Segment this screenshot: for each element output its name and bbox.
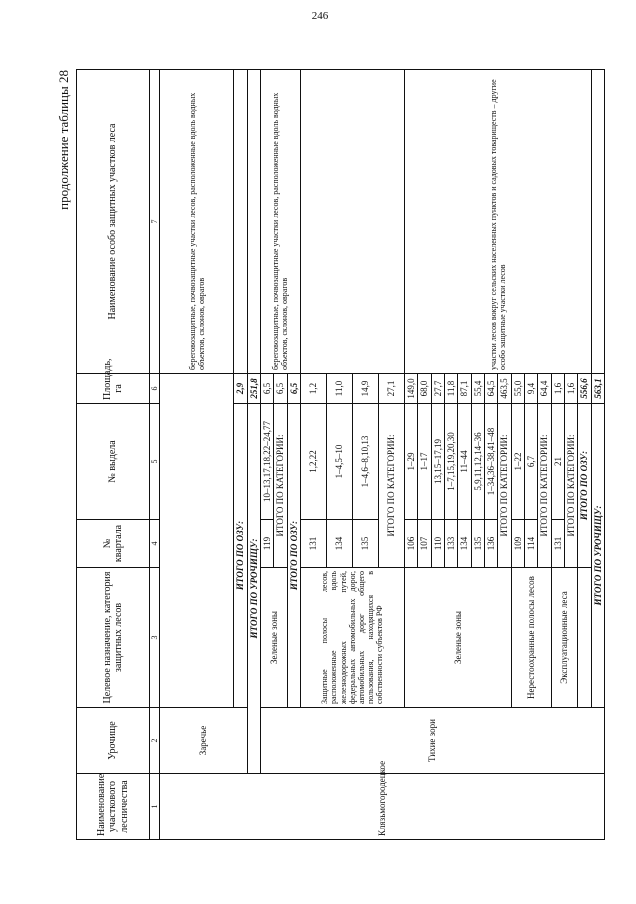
- ozu-cell: береговозащитные, почвозащитные участки лесов, расположенные вдоль водных объектов, склонов, оврагов: [160, 70, 234, 374]
- page-number: 246: [311, 10, 329, 22]
- vydel-cell: 10–13,17,18,22–24,77: [260, 404, 273, 520]
- kvartal-cell: 131: [300, 520, 326, 568]
- area-cell: 1,6: [551, 374, 564, 404]
- table-row: [260, 70, 273, 840]
- col-number: 1: [150, 774, 160, 840]
- total-area: 6,5: [287, 374, 300, 404]
- total-label: ИТОГО ПО УРОЧИЩУ:: [591, 404, 604, 708]
- vydel-cell: 13,15–17,19: [431, 404, 444, 520]
- area-cell: 6,5: [260, 374, 273, 404]
- category-total-label: ИТОГО ПО КАТЕГОРИИ:: [498, 404, 511, 568]
- category-cell: Зеленые зоны: [260, 568, 287, 708]
- kvartal-cell: 109: [511, 520, 524, 568]
- rotated-table-page: [48, 70, 608, 840]
- col-header-area: Площадь, га: [77, 374, 150, 404]
- col-number: 6: [150, 374, 160, 404]
- vydel-cell: 21: [551, 404, 564, 520]
- urochishche-cell: Тихие зори: [260, 708, 604, 774]
- area-cell: 87,1: [458, 374, 471, 404]
- vydel-cell: 6,7: [525, 404, 538, 520]
- vydel-cell: 1–29: [404, 404, 417, 520]
- vydel-cell: 1–22: [511, 404, 524, 520]
- area-cell: 149,0: [404, 374, 417, 404]
- kvartal-cell: 114: [525, 520, 538, 568]
- kvartal-cell: 134: [458, 520, 471, 568]
- lesnichestvo-cell: Клязьмогородецкое: [160, 774, 605, 840]
- col-header-kvartal: № квартала: [77, 520, 150, 568]
- column-number-row: [150, 70, 160, 840]
- vydel-cell: 1–4,6–8,10,13: [352, 404, 378, 520]
- category-total-area: 463,5: [498, 374, 511, 404]
- area-cell: 55,0: [511, 374, 524, 404]
- kvartal-cell: 135: [471, 520, 484, 568]
- total-label: ИТОГО ПО ОЗУ:: [287, 404, 300, 708]
- vydel-cell: 1–34,36–38,41–48: [484, 404, 497, 520]
- kvartal-cell: 135: [352, 520, 378, 568]
- table-row: [247, 70, 260, 840]
- kvartal-cell: 107: [418, 520, 431, 568]
- table-row: [160, 70, 234, 840]
- ozu-cell: береговозащитные, почвозащитные участки лесов, расположенные вдоль водных объектов, склонов, оврагов: [260, 70, 300, 374]
- vydel-cell: 1–17: [418, 404, 431, 520]
- area-cell: 55,4: [471, 374, 484, 404]
- category-cell: Зеленые зоны: [404, 568, 511, 708]
- total-area: 251,8: [247, 374, 260, 404]
- col-header-lesnichestvo: Наименование участкового лесничества: [77, 774, 150, 840]
- col-number: 5: [150, 404, 160, 520]
- category-total-label: ИТОГО ПО КАТЕГОРИИ:: [378, 404, 404, 568]
- total-label: ИТОГО ПО УРОЧИЩУ:: [247, 404, 260, 774]
- area-cell: 14,9: [352, 374, 378, 404]
- area-cell: 9,4: [525, 374, 538, 404]
- category-total-label: ИТОГО ПО КАТЕГОРИИ:: [565, 404, 578, 568]
- col-number: 3: [150, 568, 160, 708]
- kvartal-cell: 133: [444, 520, 457, 568]
- total-label: ИТОГО ПО ОЗУ:: [234, 404, 247, 708]
- kvartal-cell: 134: [326, 520, 352, 568]
- category-total-label: ИТОГО ПО КАТЕГОРИИ:: [538, 404, 551, 568]
- kvartal-cell: 119: [260, 520, 273, 568]
- forest-table: [76, 69, 605, 840]
- category-cell: Эксплуатационные леса: [551, 568, 578, 708]
- col-number: 7: [150, 70, 160, 374]
- total-label: ИТОГО ПО ОЗУ:: [578, 404, 591, 568]
- total-area: 563,1: [591, 374, 604, 404]
- vydel-cell: 1–7,15,19,20,30: [444, 404, 457, 520]
- col-header-vydel: № выдела: [77, 404, 150, 520]
- category-total-label: ИТОГО ПО КАТЕГОРИИ:: [274, 404, 287, 568]
- area-cell: 1,2: [300, 374, 326, 404]
- category-total-area: 27,1: [378, 374, 404, 404]
- vydel-cell: 5,9,11,12,14–36: [471, 404, 484, 520]
- kvartal-cell: 106: [404, 520, 417, 568]
- category-total-area: 1,6: [565, 374, 578, 404]
- col-number: 2: [150, 708, 160, 774]
- vydel-cell: 1,2,22: [300, 404, 326, 520]
- area-cell: 68,0: [418, 374, 431, 404]
- total-area: 556,6: [578, 374, 591, 404]
- area-cell: 11,0: [326, 374, 352, 404]
- total-area: 2,9: [234, 374, 247, 404]
- col-header-category: Целевое назначение, категория защитных лесов: [77, 568, 150, 708]
- ozu-cell: участки лесов вокруг сельских населенных пунктов и садовых товариществ – другие особо защитные участки лесов: [404, 70, 591, 374]
- col-header-ozu: Наименование особо защитных участков леса: [77, 70, 150, 374]
- kvartal-cell: 136: [484, 520, 497, 568]
- area-cell: 11,8: [444, 374, 457, 404]
- area-cell: 64,5: [484, 374, 497, 404]
- category-cell: Защитные полосы лесов, расположенные вдоль железнодорожных путей, федеральных автомобильных дорог, автомобильных дорог общего пользования, находящихся в собственности субъектов РФ: [300, 568, 404, 708]
- category-cell: Нерестоохранные полосы лесов: [511, 568, 551, 708]
- area-cell: 27,7: [431, 374, 444, 404]
- vydel-cell: 1–4,5–10: [326, 404, 352, 520]
- vydel-cell: 11–44: [458, 404, 471, 520]
- col-number: 4: [150, 520, 160, 568]
- urochishche-cell: Заречье: [160, 708, 247, 774]
- header-row: [77, 70, 150, 840]
- category-total-area: 64,4: [538, 374, 551, 404]
- category-total-area: 6,5: [274, 374, 287, 404]
- col-header-urochishche: Урочище: [77, 708, 150, 774]
- kvartal-cell: 131: [551, 520, 564, 568]
- kvartal-cell: 110: [431, 520, 444, 568]
- table-caption: продолжение таблицы 28: [56, 70, 71, 210]
